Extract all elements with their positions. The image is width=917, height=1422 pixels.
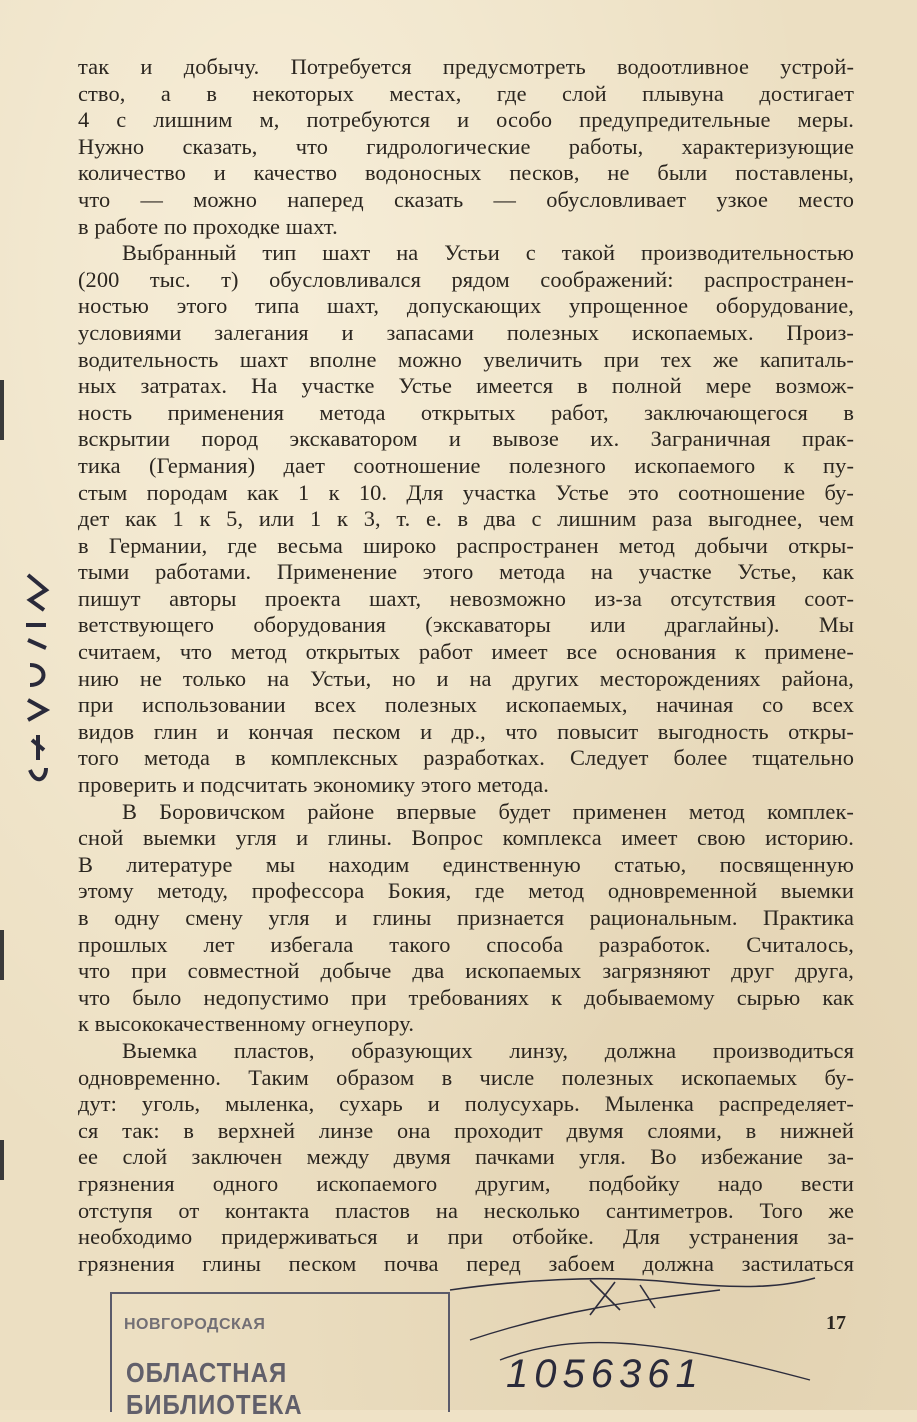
text-line: Выбранный тип шахт на Устьи с такой производительностью: [122, 240, 854, 266]
stamp-top-line: НОВГОРОДСКАЯ: [124, 1316, 266, 1333]
text-line: сной выемки угля и глины. Вопрос комплекса имеет свою историю.: [78, 825, 854, 851]
text-line: в одну смену угля и глины признается рациональным. Практика: [78, 905, 854, 930]
text-line: дут: уголь, мыленка, сухарь и полусухарь. Мыленка распределяет-: [78, 1091, 854, 1117]
text-line: грязнения одного ископаемого другим, подбойку надо вести: [78, 1170, 854, 1196]
text-line: тика (Германия) дает соотношение полезного ископаемого к пу-: [78, 452, 854, 478]
text-line: что было недопустимо при требованиях к добываемому сырью как: [78, 984, 854, 1010]
text-line: (200 тыс. т) обусловливался рядом соображений: распространен-: [78, 266, 854, 292]
text-line: Выемка пластов, образующих линзу, должна производиться: [122, 1037, 854, 1063]
accession-number: 1056361: [506, 1352, 704, 1396]
text-line: условиями залегания и запасами полезных ископаемых. Произ-: [78, 319, 854, 345]
text-line: ветствующего оборудования (экскаваторы или драглайны). Мы: [78, 612, 854, 638]
text-line: проверить и подсчитать экономику этого метода.: [78, 772, 549, 798]
text-line: водительность шахт вполне можно увеличить при тех же капиталь-: [78, 346, 854, 372]
library-stamp: [110, 1292, 450, 1422]
text-line: при использовании всех полезных ископаемых, начиная со всех: [78, 692, 854, 718]
stamp-main-line: ОБЛАСТНАЯ БИБЛИОТЕКА: [126, 1357, 303, 1422]
text-line: одновременно. Таким образом в числе полезных ископаемых бу-: [78, 1064, 854, 1090]
text-line: ся так: в верхней линзе она проходит двумя слоями, в нижней: [78, 1117, 854, 1143]
text-line: количество и качество водоносных песков, не были поставлены,: [78, 160, 854, 186]
text-line: Нужно сказать, что гидрологические работы, характеризующие: [78, 133, 854, 159]
text-line: прошлых лет избегала такого способа разработок. Считалось,: [78, 931, 854, 957]
text-line: грязнения глины песком почва перед забоем должна застилаться: [78, 1250, 854, 1276]
text-line: 4 с лишним м, потребуются и особо предупредительные меры.: [78, 107, 854, 133]
text-line: ность применения метода открытых работ, заключающегося в: [78, 399, 854, 425]
text-line: пишут авторы проекта шахт, невозможно из-за отсутствия соот-: [78, 585, 854, 611]
text-line: ностью этого типа шахт, допускающих упрощенное оборудование,: [78, 293, 854, 319]
text-line: в Германии, где весьма широко распространен метод добычи откры-: [78, 532, 854, 558]
text-line: дет как 1 к 5, или 1 к 3, т. е. в два с лишним раза выгоднее, чем: [78, 506, 854, 532]
text-line: так и добычу. Потребуется предусмотреть водоотливное устрой-: [78, 54, 854, 79]
text-line: вскрытии пород экскаватором и вывозе их. Заграничная прак-: [78, 426, 854, 452]
text-line: что — можно наперед сказать — обусловливает узкое место: [78, 186, 854, 212]
text-line: этому методу, профессора Бокия, где метод одновременной выемки: [78, 878, 854, 904]
text-line: необходимо придерживаться и при отбойке. Для устранения за-: [78, 1224, 854, 1250]
text-line: видов глин и кончая песком и др., что повысит выгодность откры-: [78, 718, 854, 744]
text-line: ных затратах. На участке Устье имеется в полной мере возмож-: [78, 373, 854, 399]
page-number: 17: [826, 1312, 846, 1334]
text-line: ее слой заключен между двумя пачками угля. Во избежание за-: [78, 1144, 854, 1170]
text-line: В литературе мы находим единственную статью, посвященную: [78, 851, 854, 877]
text-line: что при совместной добыче два ископаемых загрязняют друг друга,: [78, 958, 854, 984]
text-line: тыми работами. Применение этого метода на участке Устье, как: [78, 559, 854, 585]
text-line: стым породам как 1 к 10. Для участка Устье это соотношение бу-: [78, 479, 854, 505]
margin-tick: [0, 1140, 4, 1180]
body-text: [78, 54, 854, 1277]
text-line: в работе по проходке шахт.: [78, 213, 338, 239]
text-line: считаем, что метод открытых работ имеет все основания к примене-: [78, 639, 854, 665]
text-line: отступя от контакта пластов на несколько сантиметров. Того же: [78, 1197, 854, 1223]
text-line: того метода в комплексных разработках. Следует более тщательно: [78, 745, 854, 771]
margin-tick: [0, 930, 4, 980]
margin-tick: [0, 380, 4, 440]
margin-ink-mark: [18, 570, 52, 790]
text-line: нию не только на Устьи, но и на других месторождениях района,: [78, 665, 854, 691]
text-line: В Боровичском районе впервые будет применен метод комплек-: [122, 798, 854, 824]
text-line: ство, а в некоторых местах, где слой плывуна достигает: [78, 80, 854, 106]
text-line: к высококачественному огнеупору.: [78, 1011, 415, 1037]
